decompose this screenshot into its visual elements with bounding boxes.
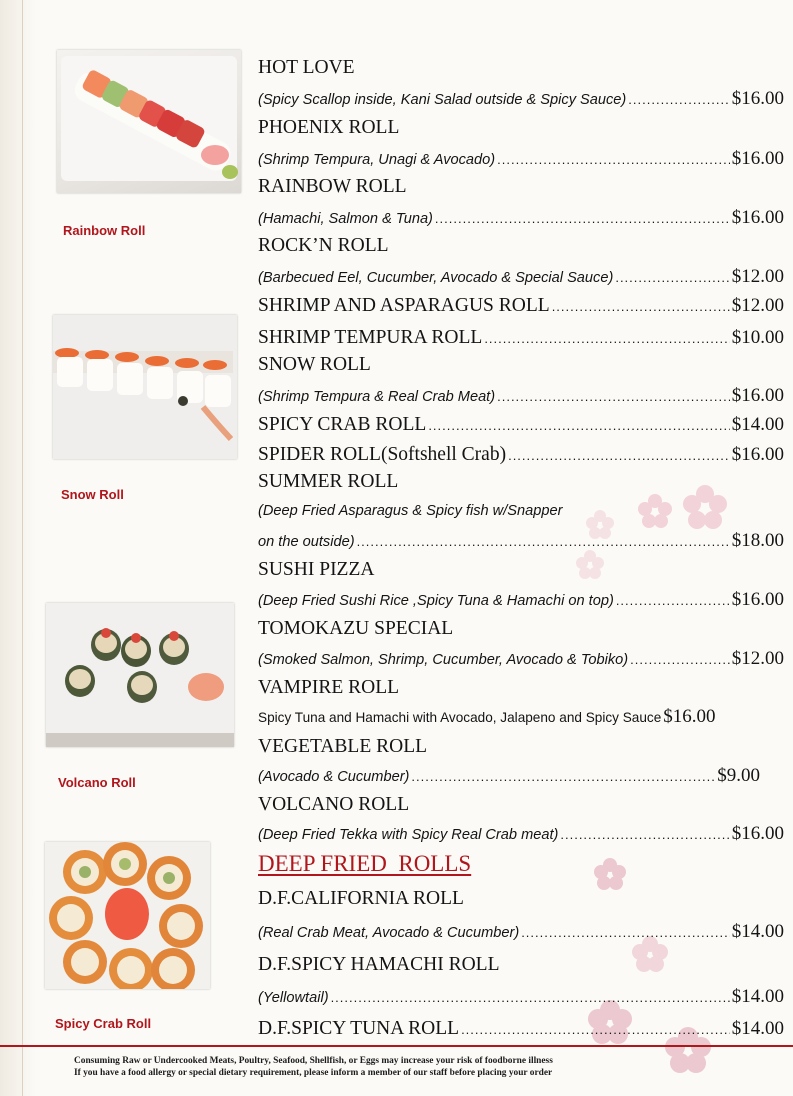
menu-item-description: (Shrimp Tempura & Real Crab Meat) [258, 389, 496, 405]
menu-item-line [258, 207, 784, 229]
leader-dots [521, 925, 730, 940]
leader-dots [331, 990, 730, 1005]
menu-item-line [258, 443, 784, 467]
footer-divider [0, 1045, 793, 1047]
menu-item-price: $16.00 [731, 823, 784, 844]
menu-item-description: (Spicy Scallop inside, Kani Salad outside & Spicy Sauce) [258, 92, 627, 108]
spine-line [22, 0, 23, 1096]
menu-item-line [258, 413, 784, 437]
menu-item-price: $16.00 [731, 444, 784, 465]
menu-item-name: D.F.SPICY HAMACHI ROLL [258, 954, 500, 975]
menu-item-description: (Shrimp Tempura, Unagi & Avocado) [258, 152, 496, 168]
menu-item-line [258, 648, 784, 670]
menu-item-line [258, 823, 784, 845]
leader-dots [497, 152, 730, 167]
leader-dots [630, 652, 730, 667]
menu-item-name: VOLCANO ROLL [258, 794, 410, 815]
menu-item-price: $16.00 [731, 207, 784, 228]
menu-item-name: SPICY CRAB ROLL [258, 414, 427, 435]
menu-item-name: PHOENIX ROLL [258, 117, 400, 138]
menu-item-line [258, 294, 784, 318]
menu-item-name: TOMOKAZU SPECIAL [258, 618, 454, 639]
leader-dots [484, 331, 729, 346]
menu-item-description: (Barbecued Eel, Cucumber, Avocado & Special Sauce) [258, 270, 614, 286]
menu-item-name: SHRIMP AND ASPARAGUS ROLL [258, 295, 550, 316]
menu-item-price: $14.00 [731, 1018, 784, 1039]
leader-dots [560, 827, 729, 842]
menu-item-line [258, 589, 784, 611]
leader-dots [508, 448, 730, 463]
section-title-deep-fried: DEEP FRIED ROLLS [258, 851, 472, 876]
menu-item-price: $16.00 [731, 88, 784, 109]
menu-item-line [258, 148, 784, 170]
menu-item-price: $12.00 [731, 266, 784, 287]
menu-item-price: $9.00 [717, 765, 760, 786]
snow-roll-photo [53, 315, 237, 459]
leader-dots [461, 1022, 730, 1037]
menu-item-price: $18.00 [731, 530, 784, 551]
menu-item-price: $14.00 [731, 921, 784, 942]
menu-item-description: (Yellowtail) [258, 990, 329, 1006]
menu-item-price: $14.00 [731, 986, 784, 1007]
menu-item-line [258, 326, 784, 350]
spicy-crab-roll-photo [45, 842, 210, 989]
menu-item-price: $16.00 [663, 706, 716, 727]
menu-item-name: ROCK’N ROLL [258, 235, 389, 256]
leader-dots [497, 389, 730, 404]
menu-item-name: HOT LOVE [258, 57, 355, 78]
rainbow-roll-caption: Rainbow Roll [63, 223, 146, 238]
menu-item-name: VAMPIRE ROLL [258, 677, 400, 698]
menu-item-line [258, 385, 784, 407]
leader-dots [357, 534, 730, 549]
spicy-crab-roll-caption: Spicy Crab Roll [55, 1016, 152, 1031]
menu-item-name: SPIDER ROLL(Softshell Crab) [258, 444, 507, 465]
menu-item-price: $16.00 [731, 148, 784, 169]
menu-item-price: $12.00 [731, 648, 784, 669]
footer-warning-line2: If you have a food allergy or special dietary requirement, please inform a member of our staff before placing your order [74, 1068, 553, 1078]
leader-dots [628, 92, 729, 107]
menu-item-line [258, 266, 784, 288]
menu-item-description: (Deep Fried Asparagus & Spicy fish w/Snapper [258, 503, 563, 519]
page-spine [0, 0, 36, 1096]
rainbow-roll-photo [57, 50, 241, 193]
leader-dots [615, 270, 729, 285]
menu-item-line [258, 1017, 784, 1041]
menu-item-description: (Hamachi, Salmon & Tuna) [258, 211, 433, 227]
menu-item-line [258, 88, 784, 110]
leader-dots [411, 769, 715, 784]
footer-warning-line1: Consuming Raw or Undercooked Meats, Poultry, Seafood, Shellfish, or Eggs may increase your risk of foodborne illness [74, 1056, 553, 1066]
menu-item-name: D.F.CALIFORNIA ROLL [258, 888, 464, 909]
menu-item-name: SHRIMP TEMPURA ROLL [258, 327, 483, 348]
menu-item-name: D.F.SPICY TUNA ROLL [258, 1018, 460, 1039]
menu-item-line [258, 530, 784, 552]
menu-item-price: $16.00 [731, 589, 784, 610]
leader-dots [428, 418, 729, 433]
menu-item-name: SUSHI PIZZA [258, 559, 375, 580]
menu-item-description-cont: on the outside) [258, 534, 355, 550]
snow-roll-caption: Snow Roll [61, 487, 124, 502]
menu-item-description: (Deep Fried Sushi Rice ,Spicy Tuna & Hamachi on top) [258, 593, 614, 609]
volcano-roll-photo [46, 603, 234, 747]
menu-item-line [258, 921, 784, 943]
menu-item-description: (Avocado & Cucumber) [258, 769, 410, 785]
menu-item-description: (Smoked Salmon, Shrimp, Cucumber, Avocado & Tobiko) [258, 652, 629, 668]
volcano-roll-caption: Volcano Roll [58, 775, 136, 790]
leader-dots [435, 211, 730, 226]
menu-item-line [258, 706, 784, 728]
menu-item-description: Spicy Tuna and Hamachi with Avocado, Jalapeno and Spicy Sauce [258, 710, 662, 725]
menu-item-price: $14.00 [731, 414, 784, 435]
menu-item-name: VEGETABLE ROLL [258, 736, 428, 757]
menu-item-price: $12.00 [731, 295, 784, 316]
leader-dots [616, 593, 730, 608]
menu-item-price: $10.00 [731, 327, 784, 348]
menu-item-line [258, 765, 784, 787]
menu-item-name: SUMMER ROLL [258, 471, 399, 492]
leader-dots [552, 299, 730, 314]
menu-item-description: (Real Crab Meat, Avocado & Cucumber) [258, 925, 520, 941]
menu-item-line [258, 986, 784, 1008]
menu-item-description: (Deep Fried Tekka with Spicy Real Crab meat) [258, 827, 559, 843]
menu-item-name: SNOW ROLL [258, 354, 371, 375]
menu-item-price: $16.00 [731, 385, 784, 406]
menu-item-name: RAINBOW ROLL [258, 176, 407, 197]
